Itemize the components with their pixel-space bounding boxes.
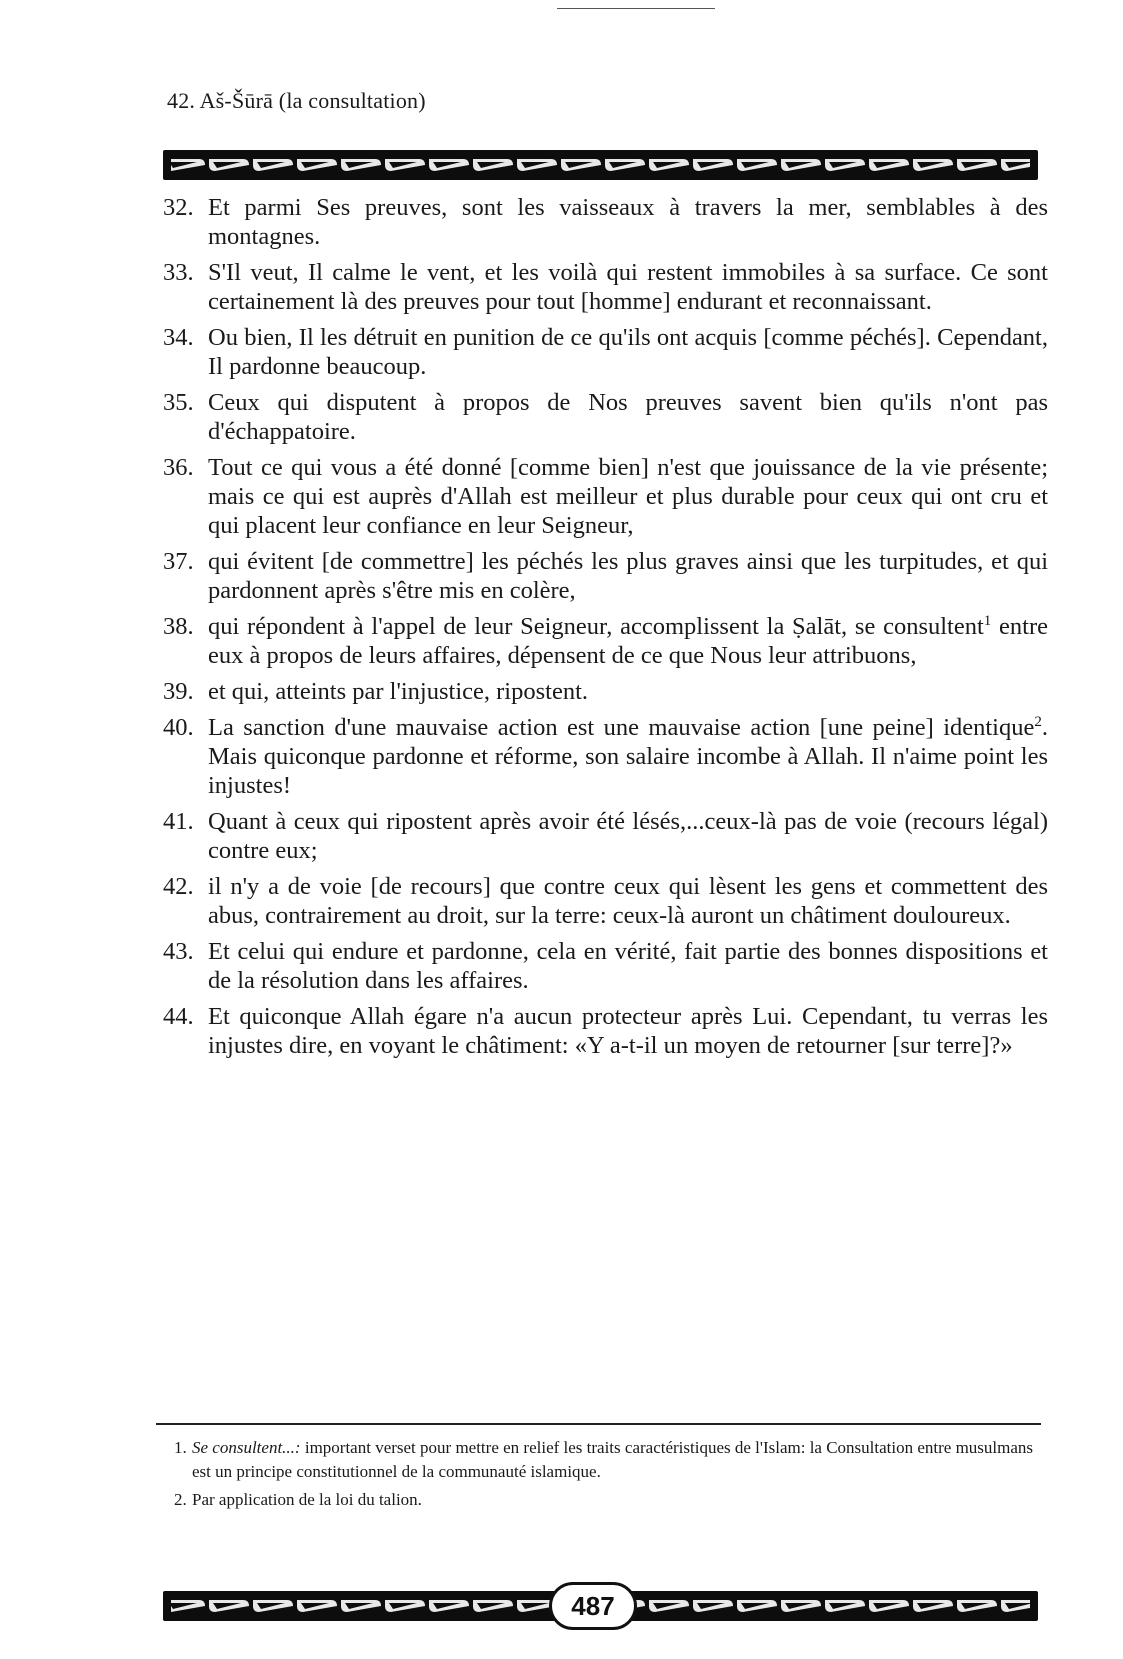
verse-40 — [163, 713, 1048, 800]
verse-41 — [163, 807, 1048, 865]
verse-number: 43. — [163, 938, 194, 965]
verse-number: 40. — [163, 714, 194, 741]
verse-text: Et quiconque Allah égare n'a aucun protecteur après Lui. Cependant, tu verras les injustes dire, en voyant le châtiment: «Y a-t-il un moyen de retourner [sur terre]?» — [208, 1003, 1048, 1059]
verse-text: qui répondent à l'appel de leur Seigneur, accomplissent la Ṣalāt, se consultent$^1$ entre eux à propos de leurs affaires, dépensent de ce que Nous leur attribuons, — [208, 612, 1048, 669]
verse-43 — [163, 937, 1048, 995]
verse-text: Et celui qui endure et pardonne, cela en vérité, fait partie des bonnes dispositions et de la résolution dans les affaires. — [208, 938, 1048, 994]
verse-number: 39. — [163, 678, 194, 705]
verse-text: Tout ce qui vous a été donné [comme bien] n'est que jouissance de la vie présente; mais ce qui est auprès d'Allah est meilleur et plus durable pour ceux qui ont cru et qui placent leur confiance en leur Seigneur, — [208, 454, 1048, 539]
footnote-ref-2: 2 — [1034, 713, 1042, 730]
verse-text: et qui, atteints par l'injustice, ripostent. — [208, 678, 589, 705]
footnote-2 — [174, 1488, 1034, 1512]
page-number: 487 — [549, 1582, 637, 1630]
verse-42 — [163, 872, 1048, 930]
footnote-number: 2. — [174, 1490, 187, 1509]
footnote-list — [174, 1436, 1034, 1516]
verse-number: 35. — [163, 389, 194, 416]
verse-32 — [163, 193, 1048, 251]
verse-text: La sanction d'une mauvaise action est une mauvaise action [une peine] identique$^2$. Mais quiconque pardonne et réforme, son salaire incombe à Allah. Il n'aime point les injustes! — [208, 713, 1048, 799]
footnote-text: Se consultent...: important verset pour mettre en relief les traits caractéristiques de l'Islam: la Consultation entre musulmans est un principe constitutionnel de la communauté islamique. — [192, 1438, 1034, 1481]
verse-text: S'Il veut, Il calme le vent, et les voilà qui restent immobiles à sa surface. Ce sont certainement là des preuves pour tout [homme] endurant et reconnaissant. — [208, 259, 1048, 315]
footnote-divider — [156, 1423, 1041, 1425]
verse-35 — [163, 388, 1048, 446]
verse-number: 34. — [163, 324, 194, 351]
verse-number: 37. — [163, 548, 194, 575]
verse-text: Ou bien, Il les détruit en punition de ce qu'ils ont acquis [comme péchés]. Cependant, Il pardonne beaucoup. — [208, 324, 1048, 380]
verse-33 — [163, 258, 1048, 316]
verse-number: 38. — [163, 613, 194, 640]
footnote-text: Par application de la loi du talion. — [192, 1490, 422, 1509]
verse-number: 32. — [163, 194, 194, 221]
verse-number: 42. — [163, 873, 194, 900]
verse-38 — [163, 612, 1048, 670]
verse-34 — [163, 323, 1048, 381]
footnote-ref-1: 1 — [983, 612, 992, 629]
running-header: 42. Aš-Šūrā (la consultation) — [167, 88, 426, 113]
verse-number: 44. — [163, 1003, 194, 1030]
top-edge-rule — [557, 8, 715, 9]
footnote-1 — [174, 1436, 1034, 1484]
footnote-number: 1. — [174, 1438, 187, 1457]
verse-number: 33. — [163, 259, 194, 286]
verse-text: Ceux qui disputent à propos de Nos preuves savent bien qu'ils n'ont pas d'échappatoire. — [208, 389, 1048, 445]
verse-44 — [163, 1002, 1048, 1060]
verse-number: 41. — [163, 808, 194, 835]
verse-number: 36. — [163, 454, 194, 481]
ornamental-band-top — [163, 150, 1038, 180]
verse-36 — [163, 453, 1048, 540]
verse-list — [163, 193, 1048, 1067]
verse-text: Et parmi Ses preuves, sont les vaisseaux à travers la mer, semblables à des montagnes. — [208, 194, 1048, 250]
verse-37 — [163, 547, 1048, 605]
verse-39 — [163, 677, 1048, 706]
footnote-term: Se consultent...: — [192, 1438, 301, 1457]
verse-text: Quant à ceux qui ripostent après avoir été lésés,...ceux-là pas de voie (recours légal) contre eux; — [208, 808, 1048, 864]
verse-text: qui évitent [de commettre] les péchés les plus graves ainsi que les turpitudes, et qui pardonnent après s'être mis en colère, — [208, 548, 1048, 604]
verse-text: il n'y a de voie [de recours] que contre ceux qui lèsent les gens et commettent des abus, contrairement au droit, sur la terre: ceux-là auront un châtiment douloureux. — [208, 873, 1048, 929]
